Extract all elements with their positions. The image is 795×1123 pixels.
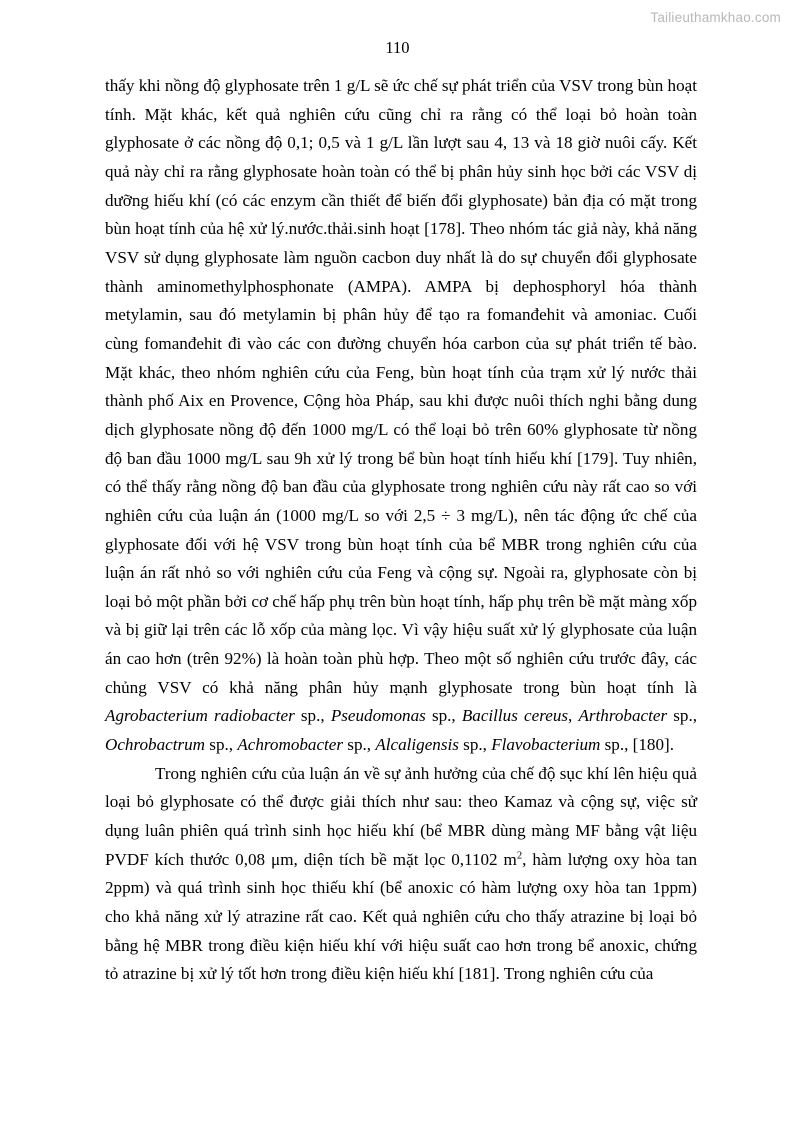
- species-suffix-7: sp.,: [458, 735, 492, 755]
- species-name-ochrobactrum: Ochrobactrum: [105, 735, 206, 755]
- paragraph-1-text: thấy khi nồng độ glyphosate trên 1 g/L sẽ ức chế sự phát triển của VSV trong bùn hoạt tính. Mặt khác, kết quả nghiên cứu cũng chỉ ra rằng có thể loại bỏ hoàn toàn glyphosate ở các nồng độ 0,1; 0,5 và 1 g/L lần lượt sau 4, 13 và 18 giờ nuôi cấy. Kết quả này chỉ ra rằng glyphosate hoàn toàn có thể bị phân hủy sinh học bởi các VSV dị dưỡng hiếu khí (có các enzym cần thiết để biến đổi glyphosate) bản địa có mặt trong bùn hoạt tính của hệ xử lý.nước.thải.sinh hoạt [178]. Theo nhóm tác giả này, khả năng VSV sử dụng glyphosate làm nguồn cacbon duy nhất là do sự chuyển đổi glyphosate thành aminomethylphosphonate (AMPA). AMPA bị dephosphoryl hóa thành metylamin, sau đó metylamin bị phân hủy để tạo ra fomanđehit và amoniac. Cuối cùng fomanđehit đi vào các con đường chuyển hóa carbon của sự phát triển tế bào. Mặt khác, theo nhóm nghiên cứu của Feng, bùn hoạt tính của trạm xử lý nước thải thành phố Aix en Provence, Cộng hòa Pháp, sau khi được nuôi thích nghi bằng dung dịch glyphosate nồng độ đến 1000 mg/L có thể loại bỏ trên 60% glyphosate từ nồng độ ban đầu 1000 mg/L sau 9h xử lý trong bể bùn hoạt tính hiếu khí [179]. Tuy nhiên, có thể thấy rằng nồng độ ban đầu của glyphosate trong nghiên cứu này rất cao so với nghiên cứu của luận án (1000 mg/L so với 2,5 ÷ 3 mg/L), nên tác động ức chế của glyphosate đối với hệ VSV trong bùn hoạt tính của bể MBR trong nghiên cứu của luận án rất nhỏ so với nghiên cứu của Feng và cộng sự. Ngoài ra, glyphosate còn bị loại bỏ một phần bởi cơ chế hấp phụ trên bùn hoạt tính, hấp phụ trên bề mặt màng xốp và bị giữ lại trên các lỗ xốp của màng lọc. Vì vậy hiệu suất xử lý glyphosate của luận án cao hơn (trên 92%) là hoàn toàn phù hợp. Theo một số nghiên cứu trước đây, các chủng VSV có khả năng phân hủy mạnh glyphosate trong bùn hoạt tính là: [105, 76, 697, 697]
- species-suffix-6: sp.,: [343, 735, 376, 755]
- paragraph-2-text-a: Trong nghiên cứu của luận án về sự ảnh hưởng của chế độ sục khí lên hiệu quả loại bỏ glyphosate có thể được giải thích như sau: theo Kamaz và cộng sự, việc sử dụng luân phiên quá trình sinh học hiếu khí (bể MBR dùng màng MF bằng vật liệu PVDF kích thước 0,08 μm, diện tích bề mặt lọc 0,1102 m: [105, 763, 697, 869]
- page-body: [105, 72, 697, 989]
- species-name-agrobacterium-radiobacter: Agrobacterium radiobacter: [105, 706, 295, 726]
- page-number: 110: [385, 38, 410, 57]
- watermark-text: Tailieuthamkhao.com: [650, 10, 781, 25]
- species-name-achromobacter: Achromobacter: [237, 735, 344, 755]
- species-suffix-5: sp.,: [205, 735, 238, 755]
- paragraph-1: [105, 72, 697, 760]
- species-name-alcaligensis: Alcaligensis: [375, 735, 459, 755]
- species-name-pseudomonas: Pseudomonas: [330, 706, 426, 726]
- species-suffix-4: sp.,: [667, 706, 697, 726]
- paragraph-2: [105, 760, 697, 989]
- species-suffix-2: sp.,: [425, 706, 462, 726]
- paragraph-2-text-b: , hàm lượng oxy hòa tan 2ppm) và quá trình sinh học thiếu khí (bể anoxic có hàm lượng oxy hòa tan 1ppm) cho khả năng xử lý atrazine rất cao. Kết quả nghiên cứu cho thấy atrazine bị loại bỏ bằng hệ MBR trong điều kiện hiếu khí với hiệu suất cao hơn trong bể anoxic, chứng tỏ atrazine bị xử lý tốt hơn trong điều kiện hiếu khí [181]. Trong nghiên cứu của: [105, 849, 697, 984]
- species-suffix-3: ,: [568, 706, 579, 726]
- species-name-flavobacterium: Flavobacterium: [491, 735, 601, 755]
- species-name-bacillus-cereus: Bacillus cereus: [461, 706, 569, 726]
- species-suffix-8: sp., [180].: [600, 735, 674, 755]
- species-suffix-1: sp.,: [294, 706, 331, 726]
- superscript-square-metre: 2: [516, 850, 523, 862]
- species-name-arthrobacter: Arthrobacter: [578, 706, 668, 726]
